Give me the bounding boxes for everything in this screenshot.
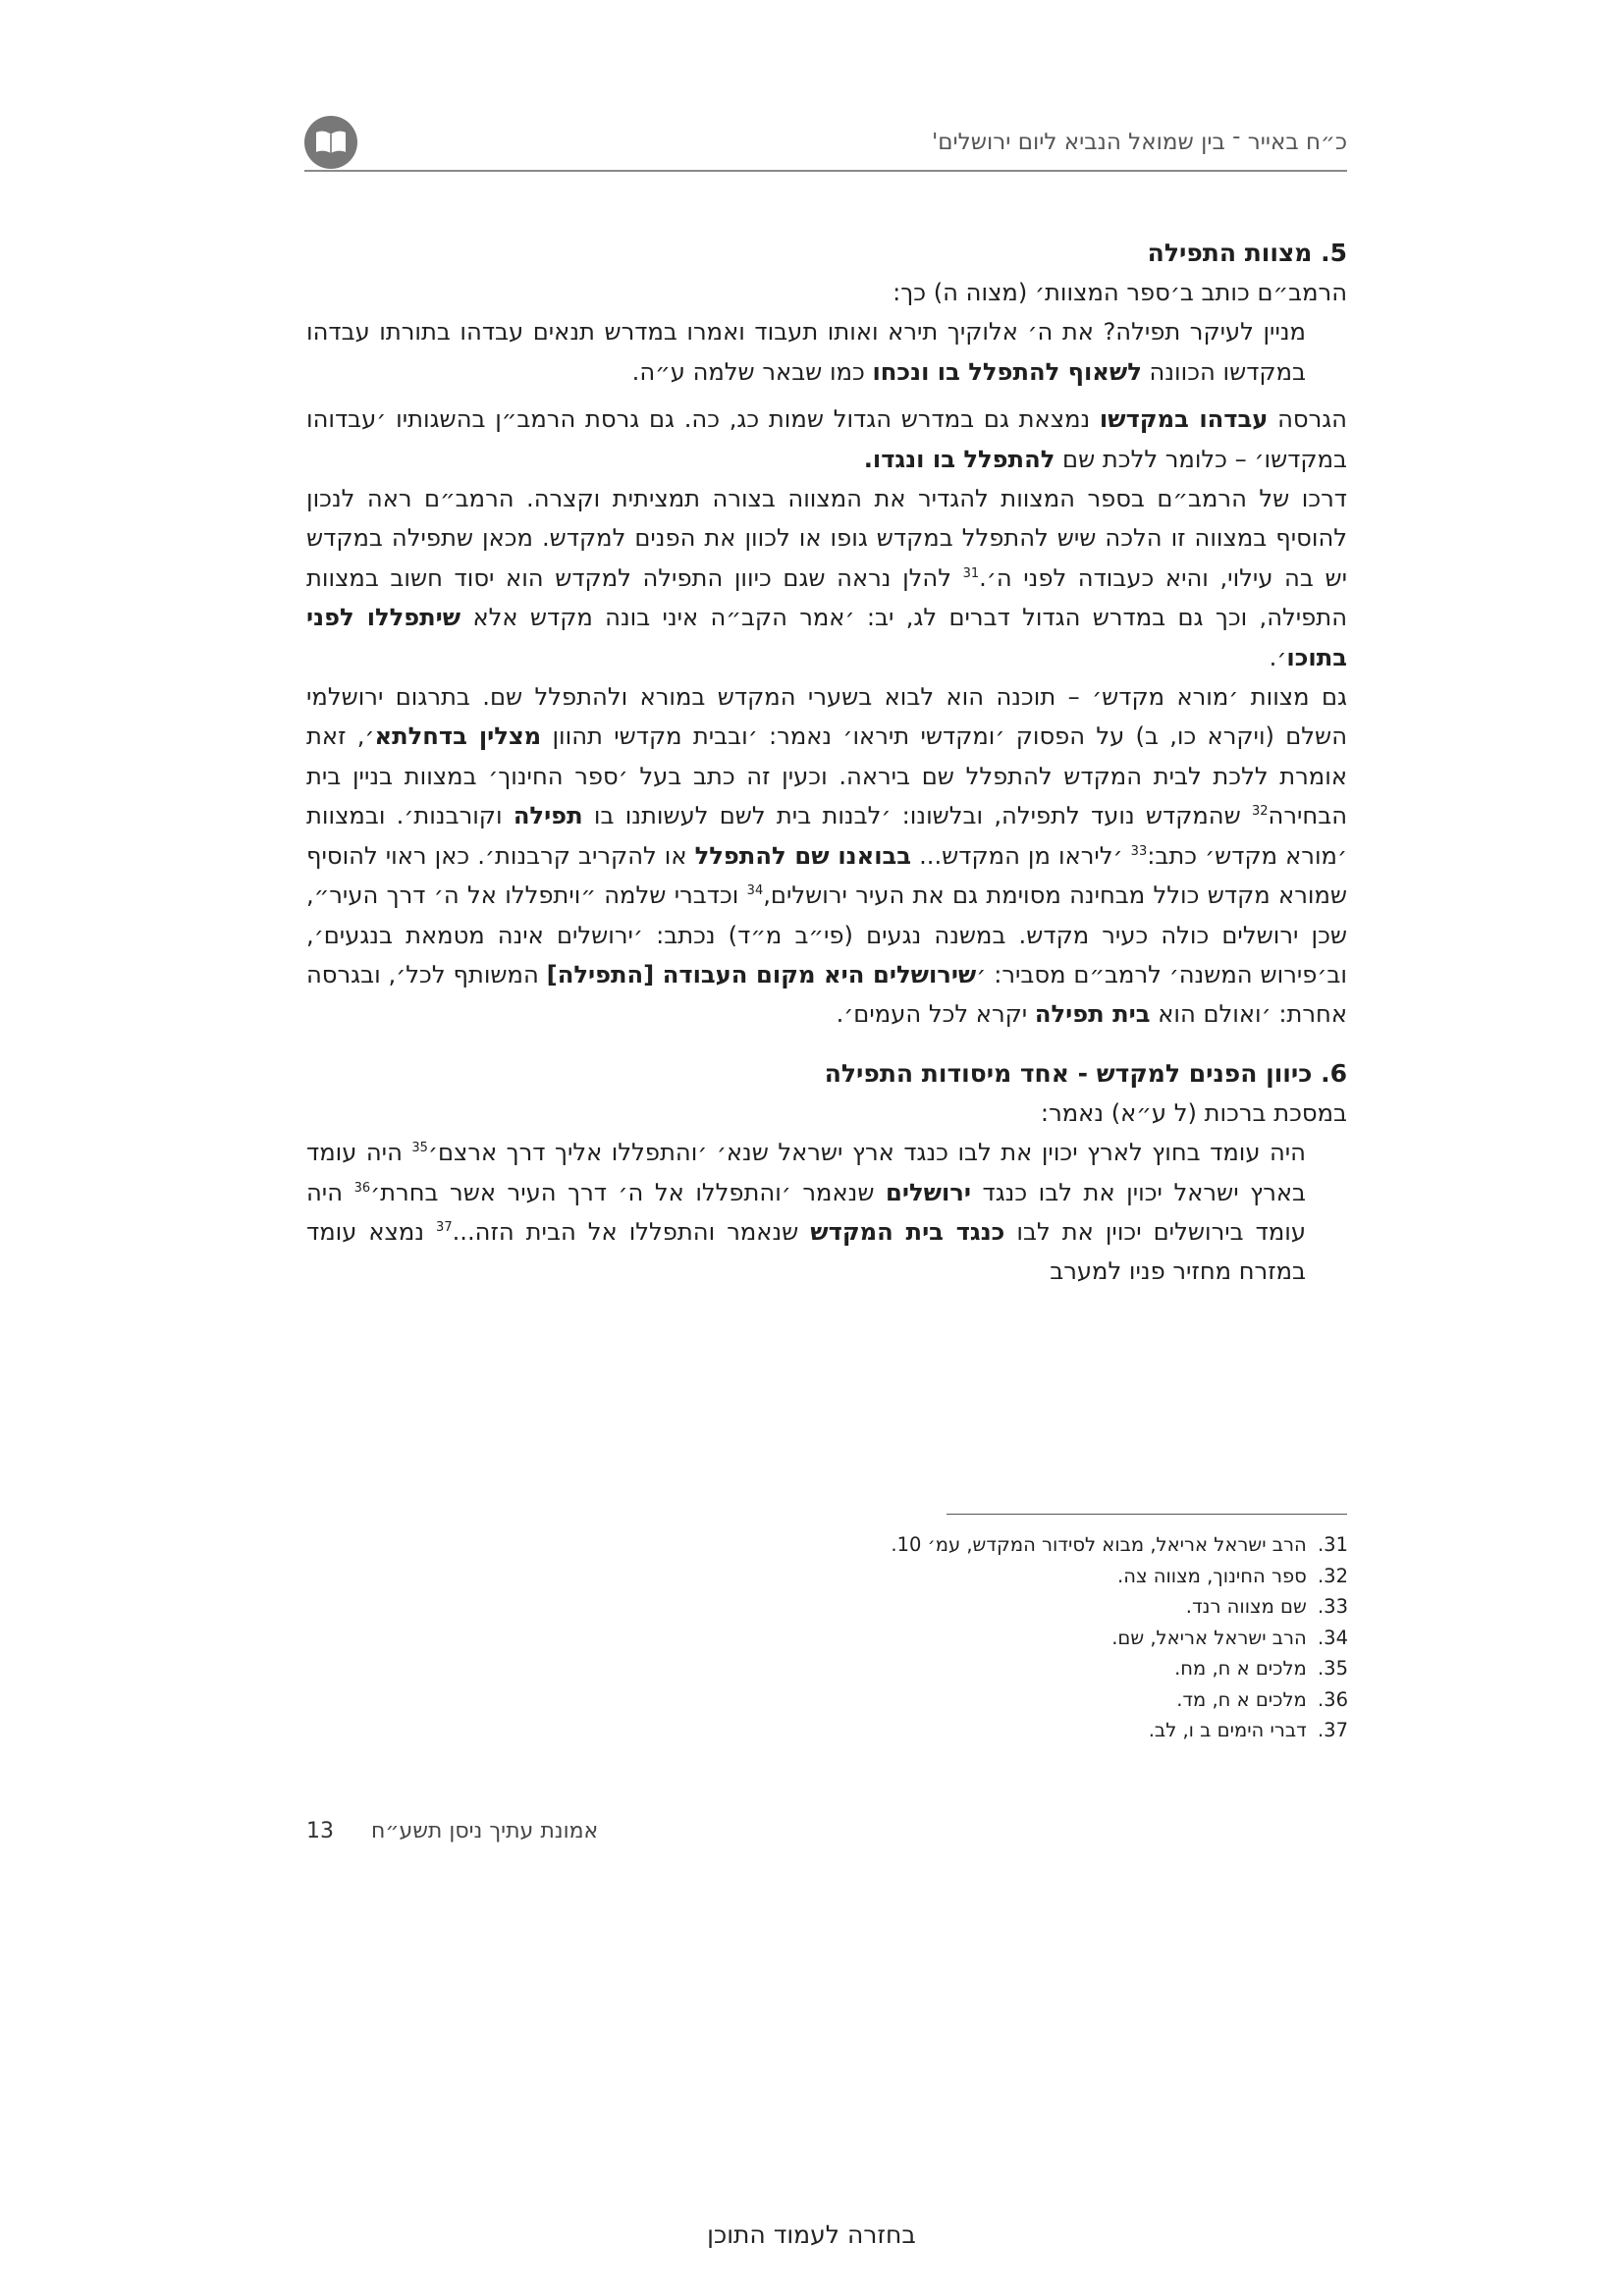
quote-text: כמו שבאר שלמה ע״ה. bbox=[631, 357, 873, 386]
footnote-number: 34. bbox=[1317, 1626, 1348, 1649]
footnote-text: מלכים א ח, מח. bbox=[1174, 1657, 1307, 1680]
quote-emphasis: לשאוף להתפלל בו ונכחו bbox=[872, 357, 1142, 386]
running-header bbox=[304, 116, 1347, 175]
footnote-item bbox=[759, 1623, 1348, 1654]
magazine-name: אמונת עתיך ניסן תשע״ח bbox=[371, 1819, 599, 1843]
footnote-text: שם מצווה רנד. bbox=[1185, 1595, 1307, 1618]
footnote-number: 36. bbox=[1317, 1687, 1348, 1711]
footnote-text: הרב ישראל אריאל, מבוא לסידור המקדש, עמ׳ 10. bbox=[891, 1533, 1307, 1556]
paragraph-mora-mikdash bbox=[306, 677, 1347, 1035]
quote-text: נמצא עומד במזרח מחזיר פניו למערב bbox=[306, 1217, 1306, 1286]
footnote-number: 32. bbox=[1317, 1564, 1348, 1587]
quote-emphasis: כנגד בית המקדש bbox=[810, 1217, 1005, 1246]
paragraph-version bbox=[306, 400, 1347, 479]
text-run: להלן נראה שגם כיוון התפילה למקדש הוא יסוד חשוב במצוות התפילה, וכך גם במדרש הגדול דברים לג, יב: ׳אמר הקב״ה איני בונה מקדש אלא bbox=[306, 563, 1347, 632]
footnote-ref-32[interactable]: 32 bbox=[1252, 804, 1269, 820]
emphasis: מצלין בדחלתא bbox=[374, 722, 542, 751]
text-run: ׳. bbox=[1269, 643, 1287, 671]
section-5-heading: 5. מצוות התפילה bbox=[1147, 239, 1347, 267]
section-6-quote bbox=[306, 1133, 1347, 1292]
text-run: ׳, זאת אומרת ללכת לבית המקדש להתפלל שם ביראה. וכעין זה כתב בעל ׳ספר החינוך׳ במצוות בניין בית הבחירה bbox=[306, 722, 1347, 830]
footnote-text: דברי הימים ב ו, לב. bbox=[1148, 1719, 1307, 1741]
text-run: דרכו של הרמב״ם בספר המצוות להגדיר את המצווה בצורה תמציתית וקצרה. הרמב״ם ראה לנכון להוסיף במצווה זו הלכה שיש להתפלל במקדש גופו או לכוון את הפנים למקדש. מכאן שתפילה במקדש יש בה עילוי, והיא כעבודה לפני ה׳. bbox=[306, 485, 1347, 592]
emphasis: בית תפילה bbox=[1034, 1000, 1151, 1029]
section-6-intro: במסכת ברכות (ל ע״א) נאמר: bbox=[1040, 1098, 1347, 1127]
quote-emphasis: ירושלים bbox=[886, 1178, 971, 1206]
footnote-item bbox=[759, 1561, 1348, 1592]
footnotes bbox=[759, 1529, 1348, 1746]
header-title: כ״ח באייר ־ בין שמואל הנביא ליום ירושלים' bbox=[931, 130, 1347, 155]
quote-text: שנאמר והתפללו אל הבית הזה... bbox=[452, 1217, 811, 1246]
text-run: או להקריב קרבנות׳. כאן ראוי להוסיף שמורא מקדש כולל מבחינה מסוימת גם את העיר ירושלים, bbox=[306, 841, 1348, 910]
footnote-number: 33. bbox=[1317, 1595, 1348, 1618]
text-run: הגרסה bbox=[1268, 405, 1347, 434]
text-run: יקרא לכל העמים׳. bbox=[836, 1000, 1035, 1029]
footnote-item bbox=[759, 1684, 1348, 1716]
paragraph-rambam bbox=[306, 479, 1347, 677]
footnote-number: 35. bbox=[1317, 1657, 1348, 1680]
footnote-ref-35[interactable]: 35 bbox=[411, 1141, 428, 1156]
page-number: 13 bbox=[306, 1819, 334, 1843]
footnote-ref-37[interactable]: 37 bbox=[436, 1219, 453, 1235]
footnote-text: מלכים א ח, מד. bbox=[1176, 1687, 1307, 1711]
page-footer bbox=[306, 1819, 699, 1858]
text-run: ׳ליראו מן המקדש... bbox=[911, 841, 1131, 870]
emphasis: להתפלל בו ונגדו. bbox=[863, 445, 1055, 473]
section-5-quote bbox=[306, 312, 1347, 392]
main-content bbox=[306, 234, 1347, 1292]
footnote-ref-34[interactable]: 34 bbox=[746, 883, 764, 899]
footnote-ref-31[interactable]: 31 bbox=[962, 565, 980, 581]
quote-text: היה עומד בארץ ישראל יכוין את לבו כנגד bbox=[306, 1139, 1306, 1206]
footnote-text: הרב ישראל אריאל, שם. bbox=[1111, 1626, 1307, 1649]
quote-text: שנאמר ׳והתפללו אל ה׳ דרך העיר אשר בחרת׳ bbox=[370, 1178, 887, 1206]
text-run: וכדברי שלמה ״ויתפללו אל ה׳ דרך העיר״, שכן ירושלים כולה כעיר מקדש. במשנה נגעים (פי״ב מ״ד) נכתב: ׳ירושלים אינה מטמאת בנגעים׳, וב׳פירוש המשנה׳ לרמב״ם מסביר: ׳ bbox=[306, 881, 1347, 988]
header-divider bbox=[304, 170, 1347, 172]
back-to-contents-link[interactable]: בחזרה לעמוד התוכן bbox=[707, 2220, 916, 2249]
emphasis: שירושלים היא מקום העבודה [התפילה] bbox=[546, 960, 977, 988]
text-run: נמצאת גם במדרש הגדול שמות כג, כה. גם גרסת הרמב״ן בהשגותיו ׳עבדוהו במקדשו׳ – כלומר ללכת שם bbox=[306, 405, 1347, 473]
quote-text: היה עומד בחוץ לארץ יכוין את לבו כנגד ארץ ישראל שנא׳ ׳והתפללו אליך דרך ארצם׳ bbox=[427, 1139, 1306, 1167]
text-run: וקורבנות׳. ובמצוות ׳מורא מקדש׳ כתב: bbox=[306, 802, 1348, 870]
emphasis: שיתפללו לפני בתוכו bbox=[306, 604, 1347, 671]
quote-text: היה עומד בירושלים יכוין את לבו bbox=[306, 1178, 1306, 1246]
emphasis: תפילה bbox=[513, 802, 583, 830]
footnote-item bbox=[759, 1529, 1348, 1561]
text-run: המשותף לכל׳, ובגרסה אחרת: ׳ואולם הוא bbox=[306, 960, 1347, 1029]
footnote-ref-36[interactable]: 36 bbox=[353, 1180, 371, 1196]
section-5-intro: הרמב״ם כותב ב׳ספר המצוות׳ (מצוה ה) כך: bbox=[893, 279, 1347, 306]
footnote-item bbox=[759, 1715, 1348, 1746]
open-book-icon bbox=[304, 116, 357, 169]
footnote-number: 37. bbox=[1317, 1719, 1348, 1741]
footnote-number: 31. bbox=[1317, 1533, 1348, 1556]
footnote-item bbox=[759, 1653, 1348, 1684]
footnote-text: ספר החינוך, מצווה צה. bbox=[1117, 1564, 1307, 1587]
text-run: גם מצוות ׳מורא מקדש׳ – תוכנה הוא לבוא בשערי המקדש במורא ולהתפלל שם. בתרגום ירושלמי השלם (ויקרא כו, ב) על הפסוק ׳ומקדשי תיראו׳ נאמר: ׳ובבית מקדשי תהוון bbox=[306, 683, 1347, 751]
footnote-item bbox=[759, 1591, 1348, 1623]
quote-text: מניין לעיקר תפילה? את ה׳ אלוקיך תירא ואותו תעבוד ואמרו במדרש תנאים עבדהו בתורתו עבדהו במקדשו הכוונה bbox=[306, 318, 1306, 386]
footnote-ref-33[interactable]: 33 bbox=[1130, 843, 1148, 859]
footnote-divider bbox=[947, 1514, 1347, 1515]
section-6-heading: 6. כיוון הפנים למקדש - אחד מיסודות התפילה bbox=[824, 1058, 1347, 1088]
emphasis: בבואנו שם להתפלל bbox=[694, 841, 912, 870]
emphasis: עבדהו במקדשו bbox=[1099, 405, 1269, 434]
text-run: שהמקדש נועד לתפילה, ובלשונו: ׳לבנות בית לשם לעשותנו בו bbox=[582, 802, 1252, 830]
